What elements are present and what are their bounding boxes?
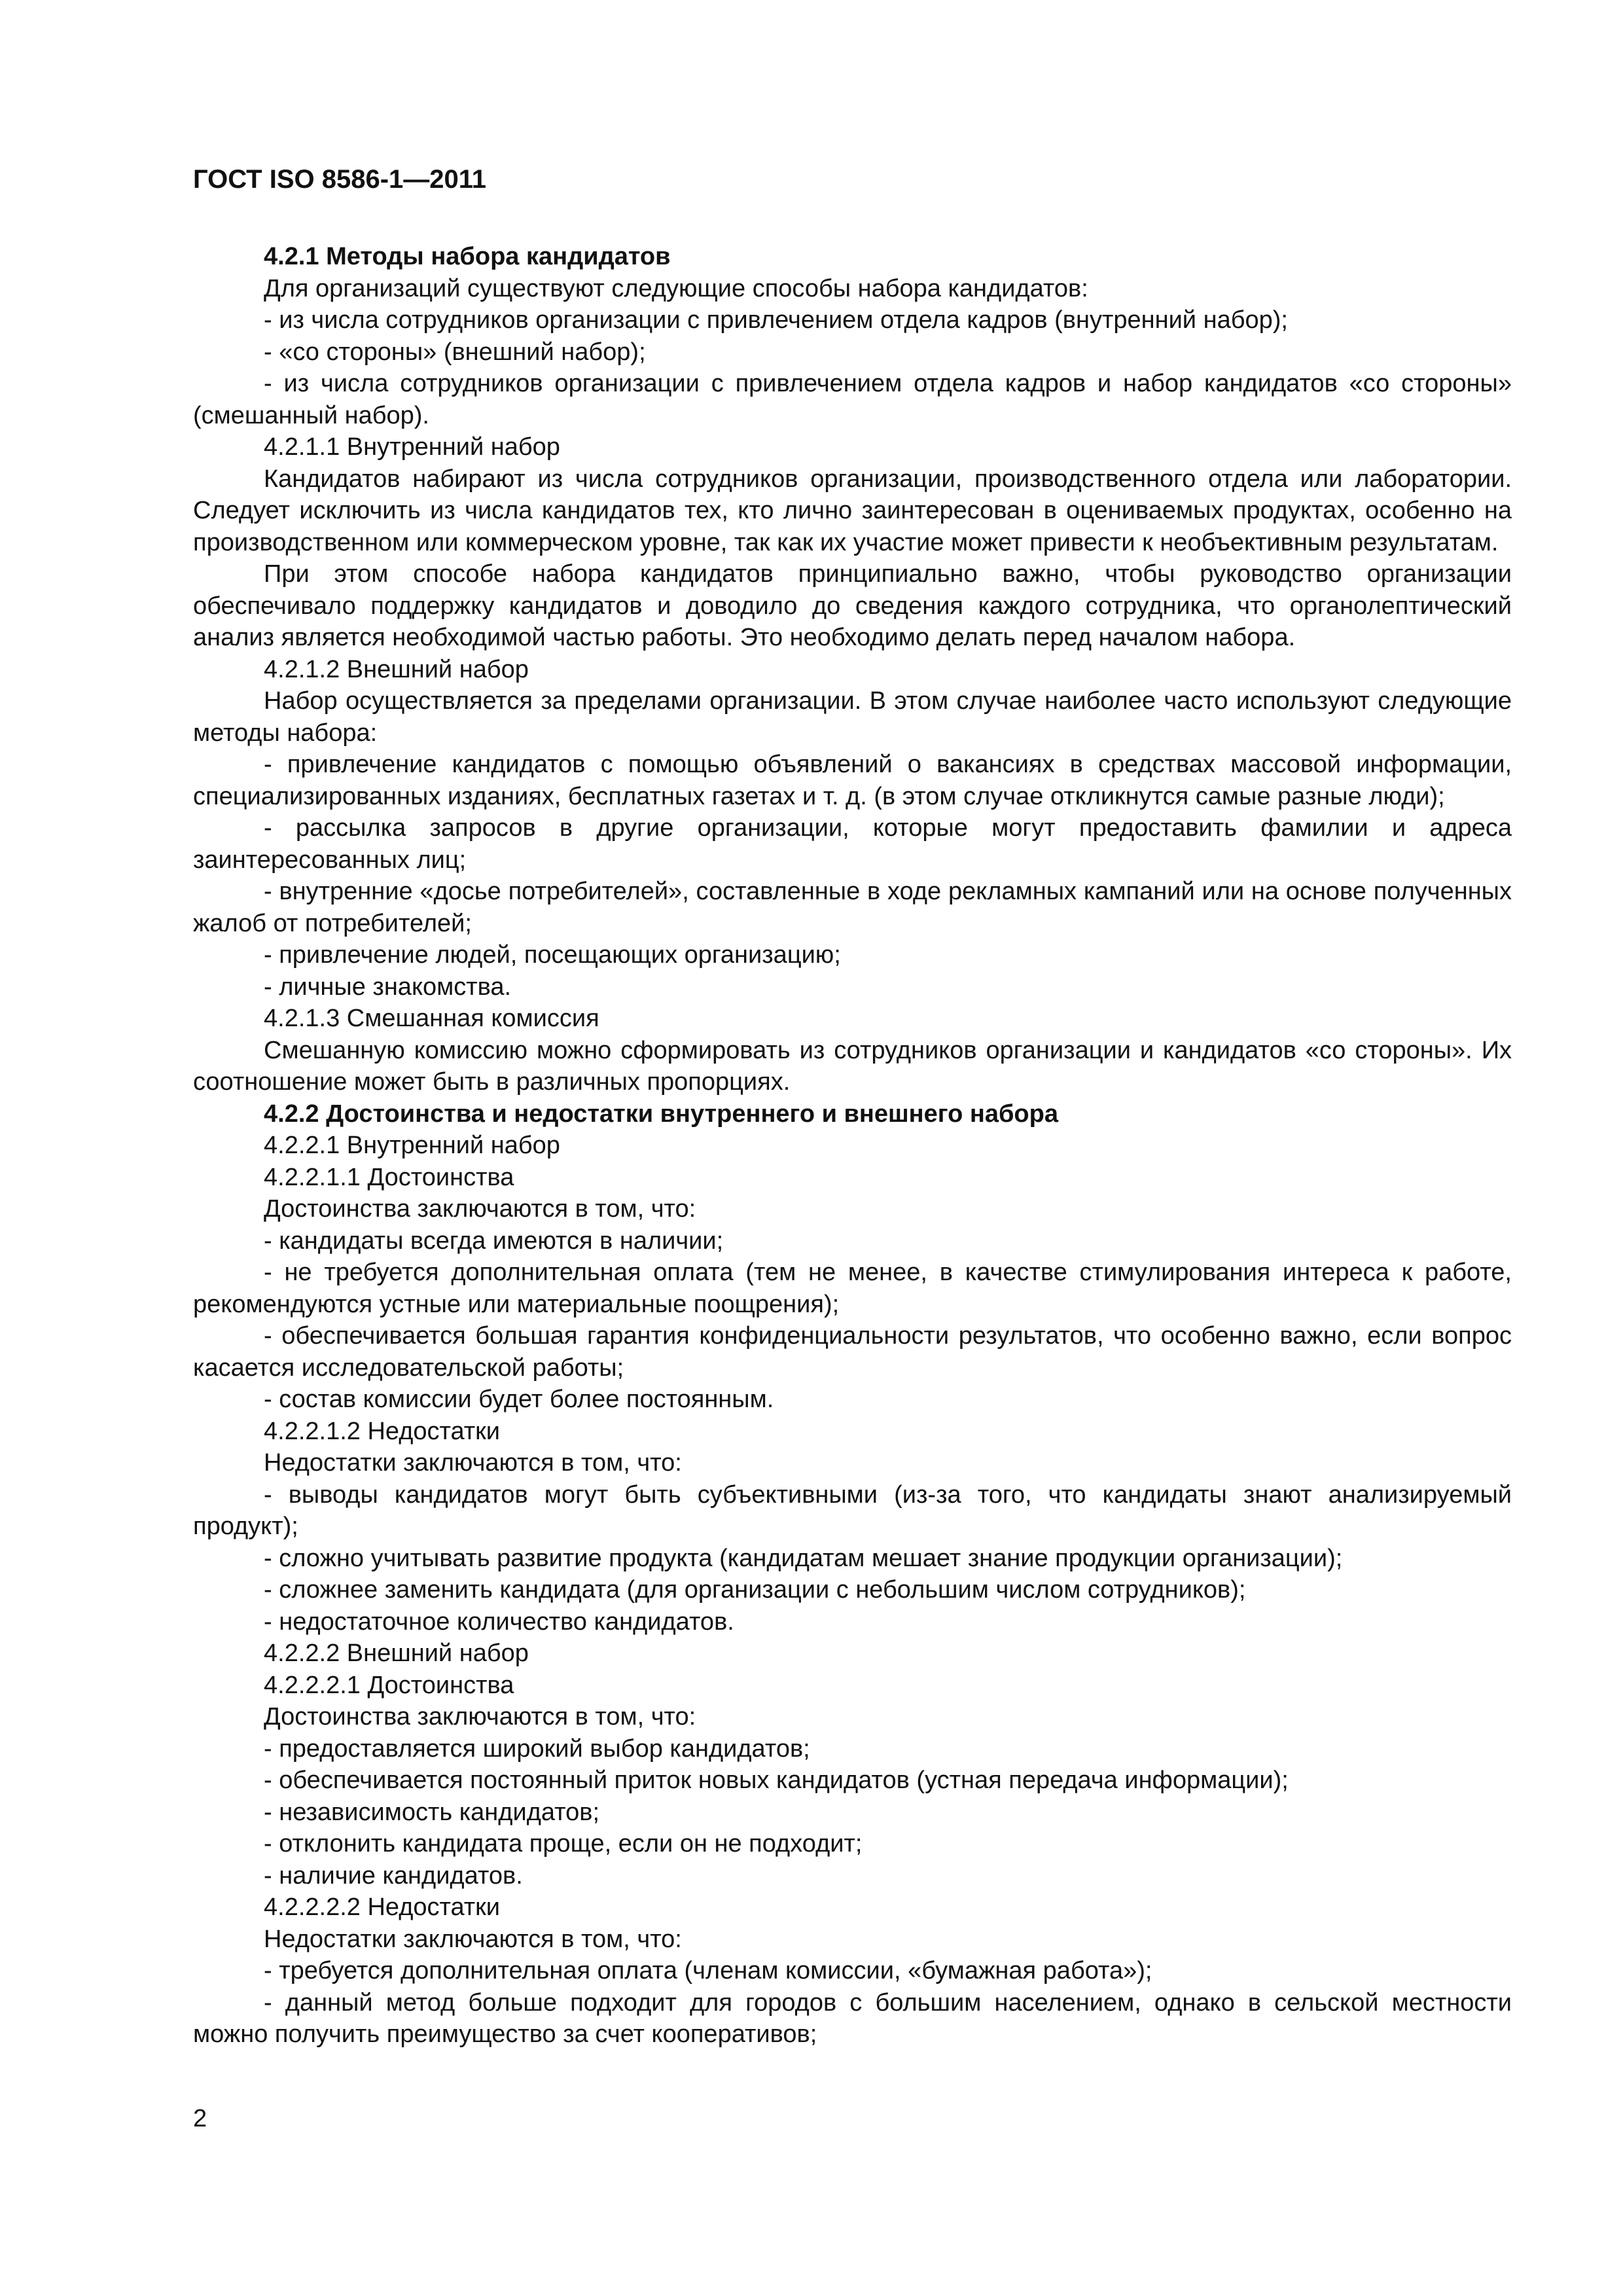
paragraph: - сложно учитывать развитие продукта (кандидатам мешает знание продукции организации); [264, 1544, 1343, 1572]
paragraph: Достоинства заключаются в том, что: [264, 1195, 696, 1223]
page-number: 2 [193, 2105, 207, 2132]
paragraph: - недостаточное количество кандидатов. [264, 1607, 734, 1636]
paragraph: 4.2.1.3 Смешанная комиссия [264, 1005, 599, 1032]
paragraph: - отклонить кандидата проще, если он не подходит; [264, 1830, 863, 1857]
paragraph: - привлечение кандидатов с помощью объявлений о вакансиях в средствах массовой информации, специализированных изданиях, бесплатных газетах и т. д. (в этом случае откликнутся самые разные люди); [193, 751, 1512, 810]
document-header: ГОСТ ISO 8586-1—2011 [193, 165, 487, 194]
paragraph: - предоставляется широкий выбор кандидатов; [264, 1734, 810, 1763]
paragraph: - состав комиссии будет более постоянным. [264, 1386, 774, 1413]
document-body [193, 241, 1512, 2051]
paragraph: Недостатки заключаются в том, что: [264, 1925, 682, 1953]
paragraph: Для организаций существуют следующие способы набора кандидатов: [264, 274, 1088, 302]
paragraph: 4.2.1.2 Внешний набор [264, 655, 529, 683]
paragraph: 4.2.2.1 Внутренний набор [264, 1132, 560, 1159]
section-heading: 4.2.1 Методы набора кандидатов [264, 243, 671, 270]
paragraph: 4.2.2.2 Внешний набор [264, 1640, 529, 1667]
section-heading: 4.2.2 Достоинства и недостатки внутреннего и внешнего набора [264, 1100, 1058, 1128]
paragraph: - сложнее заменить кандидата (для организации с небольшим числом сотрудников); [264, 1576, 1246, 1604]
paragraph: - привлечение людей, посещающих организацию; [264, 941, 841, 969]
paragraph: - «со стороны» (внешний набор); [264, 338, 646, 366]
paragraph: - наличие кандидатов. [264, 1861, 523, 1890]
paragraph: - из числа сотрудников организации с привлечением отдела кадров (внутренний набор); [264, 306, 1288, 334]
paragraph: - не требуется дополнительная оплата (тем не менее, в качестве стимулирования интереса к работе, рекомендуются устные или материальные поощрения); [193, 1259, 1512, 1318]
paragraph: - из числа сотрудников организации с привлечением отдела кадров и набор кандидатов «со стороны» (смешанный набор). [193, 370, 1512, 429]
paragraph: - обеспечивается постоянный приток новых кандидатов (устная передача информации); [264, 1767, 1289, 1794]
paragraph: - независимость кандидатов; [264, 1798, 600, 1826]
paragraph: Набор осуществляется за пределами организации. В этом случае наиболее часто используют следующие методы набора: [193, 687, 1512, 747]
paragraph: Смешанную комиссию можно сформировать из сотрудников организации и кандидатов «со стороны». Их соотношение может быть в различных пропорциях. [193, 1036, 1512, 1096]
paragraph: - кандидаты всегда имеются в наличии; [264, 1227, 724, 1255]
paragraph: 4.2.2.2.2 Недостатки [264, 1893, 501, 1921]
paragraph: 4.2.2.2.1 Достоинства [264, 1671, 514, 1699]
paragraph: 4.2.2.1.1 Достоинства [264, 1163, 514, 1191]
paragraph: 4.2.2.1.2 Недостатки [264, 1417, 501, 1445]
paragraph: - выводы кандидатов могут быть субъективными (из-за того, что кандидаты знают анализируемый продукт); [193, 1480, 1512, 1540]
paragraph: - обеспечивается большая гарантия конфиденциальности результатов, что особенно важно, если вопрос касается исследовательской работы; [193, 1322, 1512, 1382]
paragraph: - рассылка запросов в другие организации, которые могут предоставить фамилии и адреса заинтересованных лиц; [193, 814, 1512, 874]
paragraph: При этом способе набора кандидатов принципиально важно, чтобы руководство организации обеспечивало поддержку кандидатов и доводило до сведения каждого сотрудника, что органолептический анализ является необходимой частью работы. Это необходимо делать перед началом набора. [193, 560, 1512, 651]
paragraph: Достоинства заключаются в том, что: [264, 1703, 696, 1731]
paragraph: - внутренние «досье потребителей», составленные в ходе рекламных кампаний или на основе полученных жалоб от потребителей; [193, 878, 1512, 937]
paragraph: - личные знакомства. [264, 973, 512, 1001]
paragraph: Кандидатов набирают из числа сотрудников организации, производственного отдела или лаборатории. Следует исключить из числа кандидатов тех, кто лично заинтересован в оцениваемых продуктах, особенно на производственном или коммерческом уровне, так как их участие может привести к необъективным результатам. [193, 465, 1512, 556]
paragraph: - данный метод больше подходит для городов с большим населением, однако в сельской местности можно получить преимущество за счет кооперативов; [193, 1988, 1512, 2048]
paragraph: - требуется дополнительная оплата (членам комиссии, «бумажная работа»); [264, 1957, 1152, 1984]
paragraph: Недостатки заключаются в том, что: [264, 1449, 682, 1477]
paragraph: 4.2.1.1 Внутренний набор [264, 433, 560, 461]
